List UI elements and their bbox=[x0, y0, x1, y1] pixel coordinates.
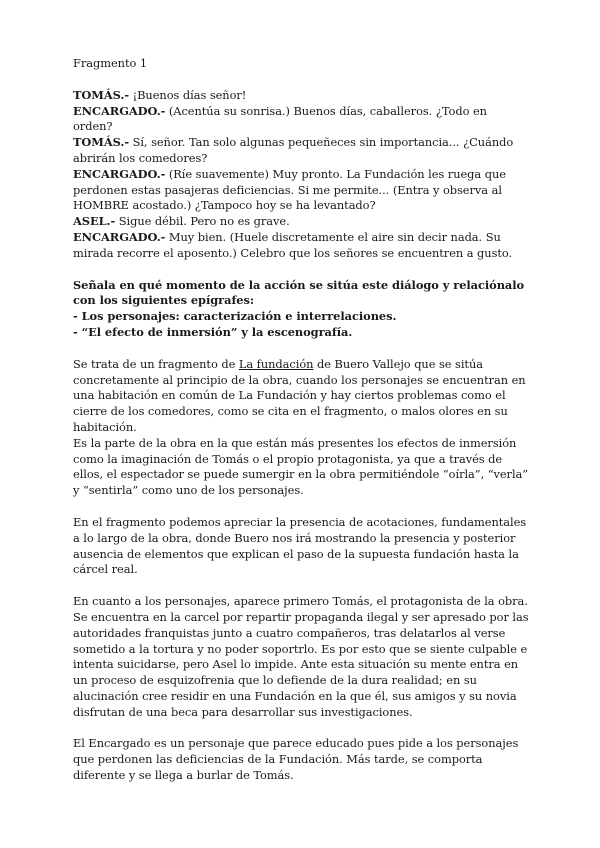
work-title: La fundación bbox=[238, 356, 314, 371]
dialogue-text: Sí, señor. Tan solo algunas pequeñeces sin importancia... ¿Cuándo abrirán los comedores? bbox=[73, 135, 514, 165]
answer-paragraph: En el fragmento podemos apreciar la presencia de acotaciones, fundamentales a lo largo de la obra, donde Buero nos irá mostrando la presencia y posterior ausencia de elementos que explican el paso de la supuesta fundación hasta la cárcel real. bbox=[73, 514, 527, 577]
dialogue-text: Sigue débil. Pero no es grave. bbox=[115, 214, 290, 229]
dialogue-line bbox=[73, 214, 529, 230]
answer-text bbox=[73, 357, 529, 436]
question-prompt: Señala en qué momento de la acción se sitúa este diálogo y relaciónalo con los siguientes epígrafes: bbox=[73, 277, 525, 308]
answer-text-segment: Se trata de un fragmento de bbox=[73, 356, 239, 371]
dialogue-text: ¡Buenos días señor! bbox=[129, 87, 247, 102]
speaker-name: TOMÁS.- bbox=[73, 87, 130, 102]
dialogue-line bbox=[73, 230, 529, 262]
document-title: Fragmento 1 bbox=[73, 56, 148, 70]
answer-paragraph bbox=[73, 357, 529, 499]
speaker-name: ASEL.- bbox=[73, 214, 116, 229]
exercise-question bbox=[73, 278, 529, 341]
dialogue-line bbox=[73, 88, 529, 104]
dialogue-text: (Acentúa su sonrisa.) Buenos días, caballeros. ¿Todo en orden? bbox=[73, 103, 487, 134]
dialogue-text: Muy bien. (Huele discretamente el aire sin decir nada. Su mirada recorre el aposento.) Celebro que los señores se encuentren a gusto. bbox=[73, 229, 513, 260]
dialogue-fragment bbox=[73, 88, 529, 262]
answer-text-segment: de Buero Vallejo que se sitúa concretamente al principio de la obra, cuando los personajes se encuentran en una habitación en común de La Fundación y hay ciertos problemas como el cierre de los comedores, como se cita en el fragmento, o malos olores en su habitación. bbox=[73, 356, 526, 434]
speaker-name: ENCARGADO.- bbox=[73, 103, 166, 118]
answer-paragraph: En cuanto a los personajes, aparece primero Tomás, el protagonista de la obra. Se encuentra en la carcel por repartir propaganda ilegal y ser apresado por las autoridades franquistas junto a cuatro compañeros, tras delatarlos al verse sometido a la tortura y no poder soportrlo. Es por esto que se siente culpable e intenta suicidarse, pero Asel lo impide. Ante esta situación su mente entra en un proceso de esquizofrenia que lo defiende de la dura realidad; en su alucinación cree residir en una Fundación en la que él, sus amigos y su novia disfrutan de una beca para desarrollar sus investigaciones. bbox=[73, 594, 529, 719]
speaker-name: ENCARGADO.- bbox=[73, 166, 166, 181]
dialogue-line bbox=[73, 167, 529, 214]
dialogue-text: (Ríe suavemente) Muy pronto. La Fundación les ruega que perdonen estas pasajeras deficiencias. Si me permite... (Entra y observa al HOMBRE acostado.) ¿Tampoco hoy se ha levantado? bbox=[73, 166, 506, 213]
document-page bbox=[73, 56, 529, 800]
dialogue-line bbox=[73, 104, 529, 136]
question-topic: - Los personajes: caracterización e interrelaciones. bbox=[73, 309, 397, 324]
question-topic: - “El efecto de inmersión” y la escenografía. bbox=[73, 324, 353, 339]
speaker-name: ENCARGADO.- bbox=[73, 229, 166, 244]
answer-text: Es la parte de la obra en la que están más presentes los efectos de inmersión como la imaginación de Tomás o el propio protagonista, ya que a través de ellos, el espectador se puede sumergir en la obra permitiéndole “oírla”, “verla” y “sentirla” como uno de los personajes. bbox=[73, 435, 529, 498]
speaker-name: TOMÁS.- bbox=[73, 135, 130, 150]
dialogue-line bbox=[73, 135, 529, 167]
answer-paragraph: El Encargado es un personaje que parece educado pues pide a los personajes que perdonen las deficiencias de la Fundación. Más tarde, se comporta diferente y se llega a burlar de Tomás. bbox=[73, 736, 519, 783]
